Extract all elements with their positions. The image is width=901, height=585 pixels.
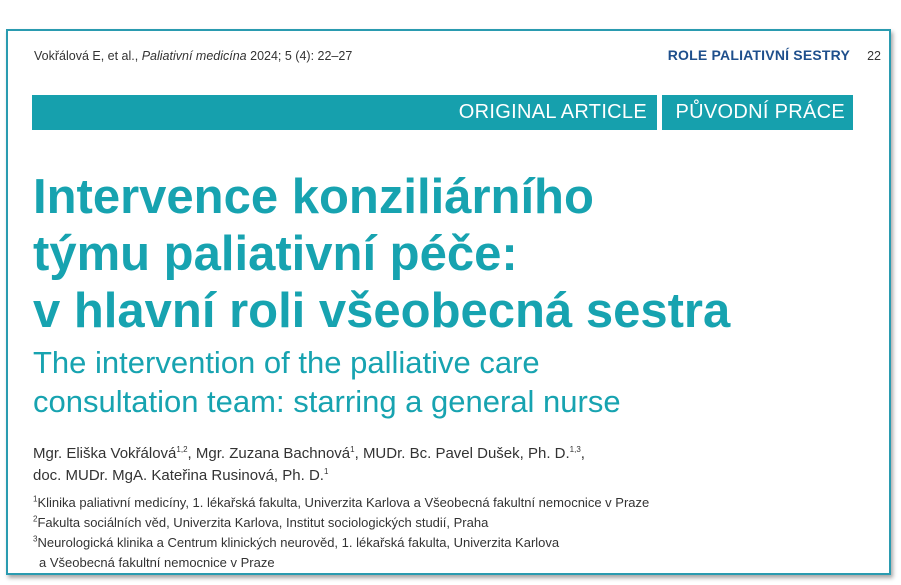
affiliation-text: Fakulta sociálních věd, Univerzita Karlova, Institut sociologických studií, Praha [37,515,489,530]
author-affil-ref: 1 [323,467,329,476]
article-type-cz: PŮVODNÍ PRÁCE [675,101,845,123]
affiliation-number: 1 [33,494,38,504]
author-separator: , [354,445,363,462]
article-title-en [33,343,621,421]
title-cz-line-2: týmu paliativní péče: [33,227,518,281]
affiliation-item [33,533,649,553]
author-name: doc. MUDr. MgA. Kateřina Rusinová, Ph. D. [33,467,324,484]
author-name: Mgr. Zuzana Bachnová [195,445,351,462]
affiliation-number: 2 [33,514,38,524]
article-page [6,29,891,575]
affiliation-text: Klinika paliativní medicíny, 1. lékařská fakulta, Univerzita Karlova a Všeobecná fakultní nemocnice v Praze [37,495,650,510]
page-number: 22 [867,49,881,63]
affiliation-item [33,513,649,533]
running-head [34,49,352,63]
article-title-cz [33,169,730,340]
article-type-en: ORIGINAL ARTICLE [458,101,647,123]
title-en-line-1: The intervention of the palliative care [33,345,540,380]
author-affil-ref: 1 [350,445,355,454]
article-type-banner [32,95,853,130]
title-en-line-2: consultation team: starring a general nurse [33,384,621,419]
author-name: MUDr. Bc. Pavel Dušek, Ph. D. [362,445,570,462]
author-separator: , [187,445,196,462]
running-head-authors: Vokřálová E, et al., [34,49,139,63]
journal-issue: 2024; 5 (4): 22–27 [250,49,353,63]
author-affil-ref: 1,3 [569,445,581,454]
affiliation-text: Neurologická klinika a Centrum klinických neurověd, 1. lékařská fakulta, Univerzita Karlova [37,535,560,550]
title-cz-line-3: v hlavní roli všeobecná sestra [33,284,731,338]
banner-divider [657,95,662,130]
author-list [33,443,585,487]
author-separator: , [580,445,585,462]
section-title: ROLE PALIATIVNÍ SESTRY [667,47,850,63]
title-cz-line-1: Intervence konziliárního [33,170,594,224]
affiliation-item-continued [33,553,649,573]
journal-name: Paliativní medicína [141,49,247,63]
affiliation-item [33,493,649,513]
affiliation-list [33,493,649,573]
author-name: Mgr. Eliška Vokřálová [33,445,177,462]
affiliation-number: 3 [33,534,38,544]
affiliation-text: a Všeobecná fakultní nemocnice v Praze [39,555,275,570]
author-affil-ref: 1,2 [176,445,188,454]
